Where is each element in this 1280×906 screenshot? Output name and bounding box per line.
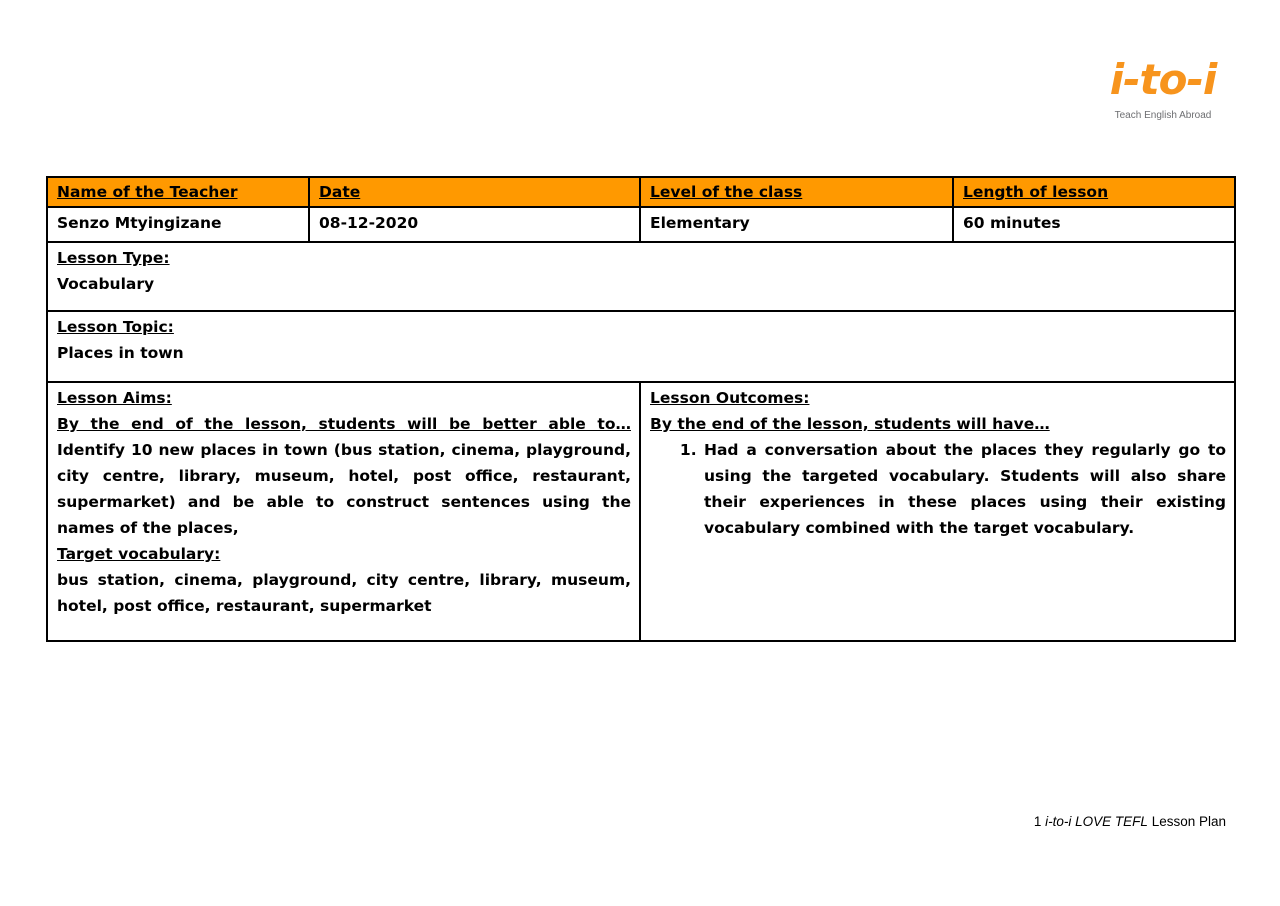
- teacher-value: Senzo Mtyingizane: [47, 207, 309, 242]
- page-number: 1: [1033, 814, 1042, 829]
- lesson-outcomes-cell: [640, 382, 1235, 641]
- date-header: [309, 177, 640, 207]
- target-vocabulary-list: bus station, cinema, playground, city centre, library, museum, hotel, post office, restaurant, supermarket: [57, 571, 631, 615]
- logo-mark: i-to-i: [1109, 55, 1217, 104]
- level-value: Elementary: [640, 207, 953, 242]
- lesson-aims-label: Lesson Aims:: [57, 389, 172, 407]
- lesson-aims-cell: [47, 382, 640, 641]
- lesson-type-row: [47, 242, 1235, 311]
- lesson-aims-text: Identify 10 new places in town (bus station, cinema, playground, city centre, library, museum, hotel, post office, restaurant, supermarket) and be able to construct sentences using the names of the places,: [57, 441, 631, 537]
- lesson-outcomes-label: Lesson Outcomes:: [650, 389, 810, 407]
- level-header-label: Level of the class: [650, 183, 803, 201]
- lesson-type-cell: [47, 242, 1235, 311]
- lesson-topic-label: Lesson Topic:: [57, 318, 174, 336]
- length-value: 60 minutes: [953, 207, 1235, 242]
- company-logo: [1098, 55, 1228, 128]
- teacher-header-label: Name of the Teacher: [57, 183, 238, 201]
- lesson-plan-table: [46, 176, 1236, 642]
- level-header: [640, 177, 953, 207]
- logo-tagline: Teach English Abroad: [1114, 110, 1212, 121]
- info-row: [47, 207, 1235, 242]
- lesson-outcomes-intro: By the end of the lesson, students will have…: [650, 415, 1050, 433]
- header-row: [47, 177, 1235, 207]
- outcome-item: 1. Had a conversation about the places they regularly go to using the targeted vocabulary. Students will also share their experiences in these places using their existing vocabulary combined with the target vocabulary.: [702, 437, 1226, 541]
- date-header-label: Date: [319, 183, 361, 201]
- lesson-aims-intro: By the end of the lesson, students will be better able to…: [57, 415, 631, 433]
- lesson-type-value: Vocabulary: [57, 275, 155, 293]
- aims-outcomes-row: [47, 382, 1235, 641]
- lesson-topic-value: Places in town: [57, 344, 184, 362]
- page-footer: [1034, 814, 1226, 829]
- teacher-header: [47, 177, 309, 207]
- lesson-type-label: Lesson Type:: [57, 249, 170, 267]
- date-value: 08-12-2020: [309, 207, 640, 242]
- outcomes-list: [650, 437, 1226, 541]
- footer-brand: i-to-i LOVE TEFL: [1045, 814, 1148, 829]
- length-header: [953, 177, 1235, 207]
- footer-suffix: Lesson Plan: [1151, 814, 1226, 829]
- length-header-label: Length of lesson: [963, 183, 1109, 201]
- lesson-topic-cell: [47, 311, 1235, 382]
- target-vocabulary-label: Target vocabulary:: [57, 545, 221, 563]
- lesson-topic-row: [47, 311, 1235, 382]
